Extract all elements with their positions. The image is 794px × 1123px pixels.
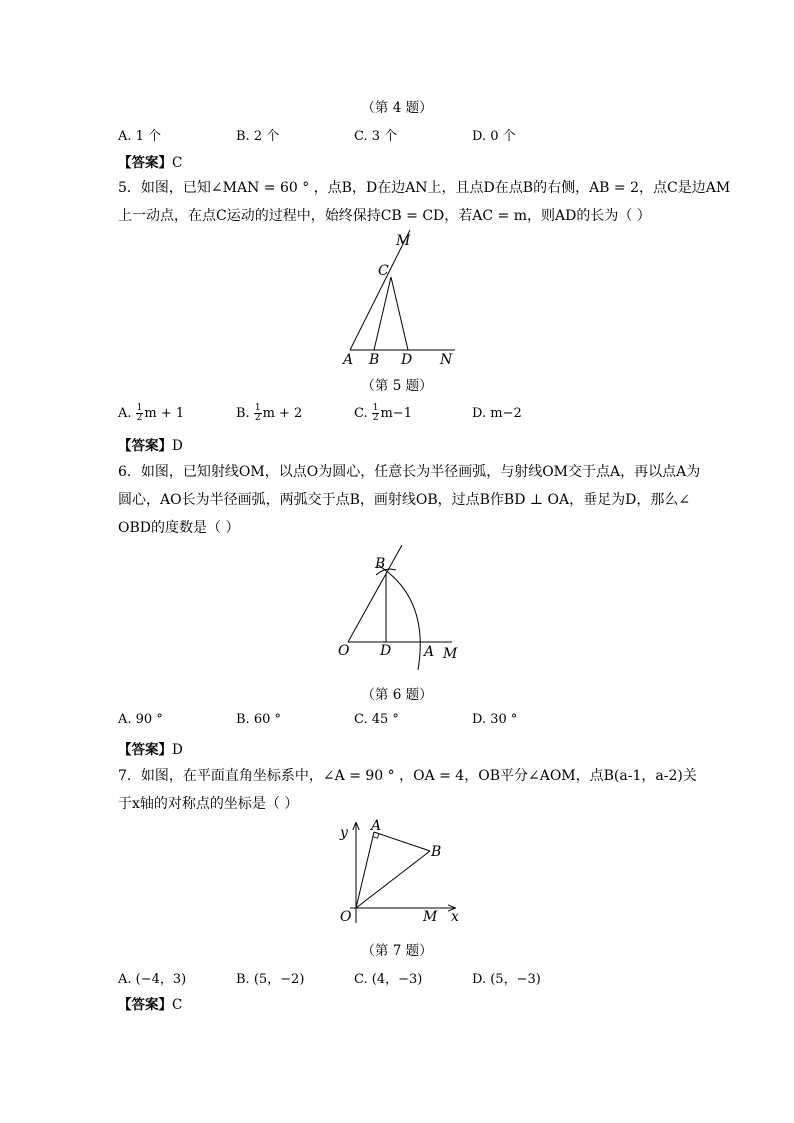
q4-option-b: B. 2 个	[236, 129, 280, 144]
q5-label-m: M	[396, 233, 411, 249]
q6-option-d: D. 30 °	[472, 712, 518, 727]
q6-option-b: B. 60 °	[236, 712, 281, 727]
q5-label-d: D	[401, 352, 413, 368]
q5-figure	[330, 225, 470, 370]
q4-option-c: C. 3 个	[354, 129, 398, 144]
answer-label: 【答案】	[118, 997, 172, 1013]
q5-option-b	[236, 404, 302, 423]
answer-label: 【答案】	[118, 742, 172, 758]
fraction	[254, 404, 262, 423]
q5-text-line1: 5．如图，已知∠MAN = 60 ° ，点B，D在边AN上，且点D在点B的右侧，AB = 2，点C是边AM	[118, 180, 731, 196]
q6-label-b: B	[375, 556, 386, 572]
q6-option-c: C. 45 °	[354, 712, 399, 727]
option-suffix: m + 1	[144, 406, 185, 421]
q7-option-d: D. (5，−3)	[472, 972, 541, 987]
q7-text-line2: 于x轴的对称点的坐标是（ ）	[118, 796, 299, 812]
numerator: 1	[136, 403, 143, 413]
option-prefix: D.	[472, 406, 491, 421]
option-prefix: C.	[354, 406, 372, 421]
q7-label-o: O	[340, 909, 352, 925]
q5-answer	[118, 434, 183, 454]
fraction	[136, 404, 144, 423]
q7-option-b: B. (5，−2)	[236, 972, 305, 987]
q4-figure-caption: （第 4 题）	[361, 100, 433, 116]
q7-label-y: y	[340, 825, 348, 841]
option-suffix: m−1	[380, 406, 412, 421]
q6-text-line2: 圆心，AO长为半径画弧，两弧交于点B，画射线OB，过点B作BD ⊥ OA，垂足为D，那么∠	[118, 492, 691, 508]
q7-option-c: C. (4，−3)	[354, 972, 423, 987]
q7-figure	[330, 815, 470, 930]
q4-option-d: D. 0 个	[472, 129, 516, 144]
q7-segment-ab	[374, 832, 430, 851]
numerator: 1	[254, 403, 261, 413]
q6-option-a: A. 90 °	[118, 712, 163, 727]
q5-segment-cb	[374, 277, 391, 350]
answer-value: C	[172, 997, 183, 1013]
q5-segment-cd	[391, 277, 408, 350]
q5-text-line2: 上一动点，在点C运动的过程中，始终保持CB = CD，若AC = m，则AD的长为（ ）	[118, 208, 651, 224]
option-suffix: m + 2	[262, 406, 303, 421]
q6-figure-caption: （第 6 题）	[361, 687, 433, 703]
answer-value: D	[172, 438, 183, 454]
option-suffix: m−2	[490, 406, 522, 421]
q7-option-a: A. (−4，3)	[118, 972, 187, 987]
answer-label: 【答案】	[118, 155, 172, 171]
numerator: 1	[372, 403, 379, 413]
q6-figure	[330, 540, 470, 675]
option-prefix: B.	[236, 406, 254, 421]
q6-text-line3: OBD的度数是（ ）	[118, 520, 240, 536]
q7-label-x: x	[451, 909, 459, 925]
denominator: 2	[136, 413, 143, 423]
q5-option-a	[118, 404, 184, 423]
q5-label-c: C	[378, 263, 389, 279]
q7-answer	[118, 993, 182, 1013]
q6-text-line1: 6．如图，已知射线OM，以点O为圆心，任意长为半径画弧，与射线OM交于点A，再以点A为	[118, 464, 701, 480]
q5-figure-caption: （第 5 题）	[361, 378, 433, 394]
q6-label-m: M	[443, 646, 458, 662]
q7-figure-caption: （第 7 题）	[361, 943, 433, 959]
q5-option-d	[472, 406, 522, 421]
q4-answer	[118, 151, 182, 171]
q7-text-line1: 7．如图，在平面直角坐标系中，∠A = 90 ° ，OA = 4，OB平分∠AOM，点B(a-1，a-2)关	[118, 768, 697, 784]
answer-value: C	[172, 155, 183, 171]
q5-label-n: N	[440, 352, 453, 368]
denominator: 2	[372, 413, 379, 423]
q6-answer	[118, 738, 183, 758]
denominator: 2	[254, 413, 261, 423]
q7-label-a: A	[371, 818, 382, 834]
q6-label-d: D	[380, 643, 392, 659]
q5-label-a: A	[343, 352, 354, 368]
q7-label-b: B	[431, 844, 442, 860]
q5-option-c	[354, 404, 412, 423]
answer-label: 【答案】	[118, 438, 172, 454]
fraction	[372, 404, 380, 423]
q6-label-a: A	[424, 644, 435, 660]
q6-label-o: O	[338, 643, 350, 659]
option-prefix: A.	[118, 406, 136, 421]
q5-label-b: B	[369, 352, 380, 368]
q7-label-m: M	[423, 909, 438, 925]
answer-value: D	[172, 742, 183, 758]
q4-option-a: A. 1 个	[118, 129, 162, 144]
